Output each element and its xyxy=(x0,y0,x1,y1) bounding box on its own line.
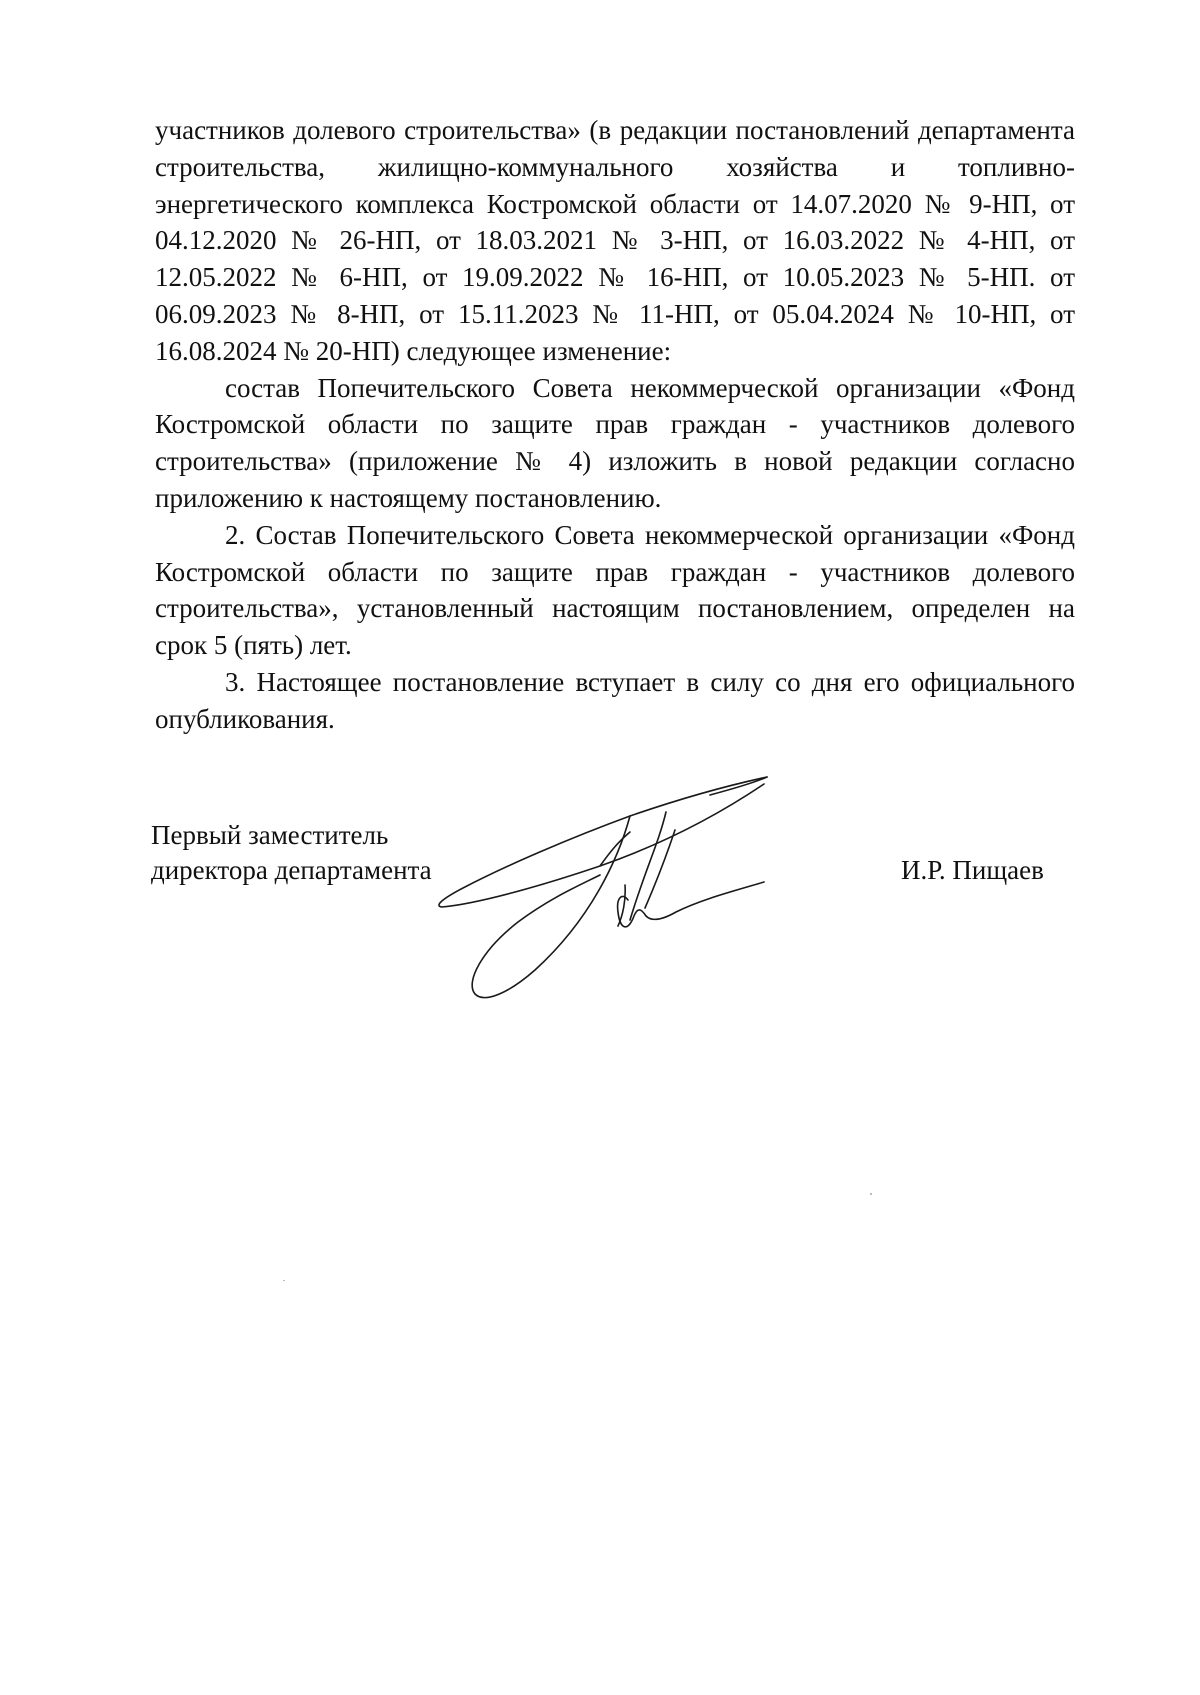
scan-speck xyxy=(283,1280,285,1281)
scan-speck xyxy=(870,1193,872,1195)
handwritten-signature xyxy=(430,760,800,1020)
signer-name: И.Р. Пищаев xyxy=(901,855,1044,885)
document-body xyxy=(155,112,1075,738)
signatory-title-line-2: директора департамента xyxy=(151,855,432,885)
paragraph-entry-into-force: 3. Настоящее постановление вступает в силу со дня его официального опубликования. xyxy=(155,666,1075,734)
paragraph-amendment-history: участников долевого строительства» (в редакции постановлений департамента строительства, жилищно-коммунального хозяйства и топливно-энергетического комплекса Костромской области от 14.07.2020 № 9-НП, от 04.12.2020 № 26-НП, от 18.03.2021 № 3-НП, от 16.03.2022 № 4-НП, от 12.05.2022 № 6-НП, от 19.09.2022 № 16-НП, от 10.05.2023 № 5-НП. от 06.09.2023 № 8-НП, от 15.11.2023 № 11-НП, от 05.04.2024 № 10-НП, от 16.08.2024 № 20-НП) следующее изменение: xyxy=(155,115,1075,366)
paragraph-council-composition: состав Попечительского Совета некоммерческой организации «Фонд Костромской области по защите прав граждан - участников долевого строительства» (приложение № 4) изложить в новой редакции согласно приложению к настоящему постановлению. xyxy=(155,372,1075,513)
paragraph-term-of-office: 2. Состав Попечительского Совета некоммерческой организации «Фонд Костромской области по защите прав граждан - участников долевого строительства», установленный настоящим постановлением, определен на срок 5 (пять) лет. xyxy=(155,519,1075,661)
signatory-title xyxy=(151,818,432,888)
signatory-title-line-1: Первый заместитель xyxy=(151,820,389,850)
